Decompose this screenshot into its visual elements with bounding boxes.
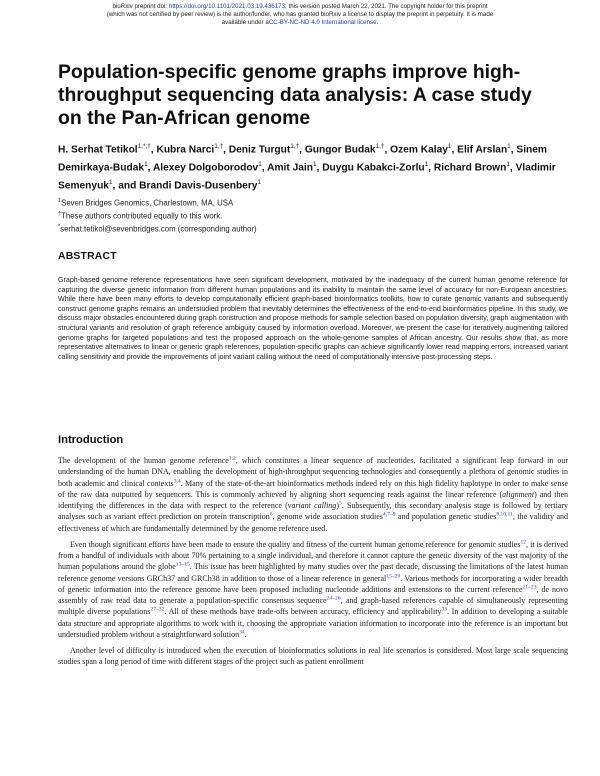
preprint-notice-suffix: ; this version posted March 22, 2021. The copyright holder for this preprint (285, 3, 488, 10)
preprint-notice-prefix: bioRxiv preprint doi: (112, 3, 169, 10)
paragraph-text: . Various methods for incorporating a wider breadth of genetic information into the reference genome have been proposed including nucleotide additions and extensions to the current reference (58, 573, 568, 594)
paragraph-text: . All of these methods have trade-offs between accuracy, efficiency and applicability (164, 607, 442, 617)
author-affiliation-mark: 1 (257, 178, 262, 186)
author-separator: , (147, 162, 153, 174)
preprint-notice-line3-prefix: available under a (221, 19, 269, 26)
citation-link[interactable]: 8,10,11 (496, 511, 513, 518)
author-name: Duygu Kabakci-Zorlu (322, 162, 425, 174)
paper-title: Population-specific genome graphs improve high-throughput sequencing data analysis: A case study on the Pan-African genome (58, 61, 532, 129)
affiliation-mark: * (58, 224, 61, 231)
author-name: Brandi Davis-Dusenbery (139, 180, 258, 192)
paragraph-text: ) (336, 501, 339, 510)
affiliation-text: Seven Bridges Genomics, Charlestown, MA, USA (61, 198, 234, 208)
author-affiliation-mark: 1 (506, 160, 510, 168)
paragraph-text: , and graph-based references capable of simultaneously representing multiple diverse populations (58, 596, 568, 617)
author-affiliation-mark: 1 (108, 178, 113, 186)
author-name: H. Serhat Tetikol (58, 144, 138, 156)
author-name: Amit Jain (267, 162, 313, 174)
citation-link[interactable]: 13–15 (175, 561, 190, 568)
emphasized-term: variant calling (287, 501, 337, 510)
paragraph-text: . This issue has been highlighted by many studies over the past decade, discussing the limitations of the latest human reference genome versions GRCh37 and GRCh38 in addition to those of a linear reference in general (58, 562, 568, 583)
preprint-notice-line3-suffix: . (376, 19, 379, 26)
citation-link[interactable]: 34 (239, 629, 245, 636)
author-affiliation-mark: 1,† (214, 143, 224, 150)
introduction-heading: Introduction (58, 434, 124, 446)
paragraph-text: , the validity and effectiveness of which are fundamentally determined by the genome reference used. (58, 512, 568, 533)
author-affiliation-mark: 1 (258, 160, 262, 168)
author-separator: , and (112, 180, 140, 192)
preprint-notice-line2: (which was not certified by peer review) is the author/funder, who has granted bioRxiv a license to display the preprint in perpetuity. It is made (106, 11, 494, 18)
citation-link[interactable]: 3,4 (173, 477, 181, 484)
author-affiliation-mark: 1,*,† (137, 143, 151, 150)
author-name: Richard Brown (433, 162, 507, 174)
author-affiliation-mark: 1 (424, 160, 429, 168)
affiliation-list (58, 196, 568, 235)
paragraph-text: and population genetic studies (395, 512, 497, 522)
paragraph-text: . Many of the state-of-the-art bioinformatics methods indeed rely on this high fidelity haplotype in order to make sense of the raw data outputted by sequencers. This is commonly achieved by aligning short sequencing reads against the linear reference ( (58, 478, 568, 499)
intro-paragraph (58, 455, 568, 534)
license-link[interactable]: CC-BY-NC-ND 4.0 International license (268, 19, 377, 26)
author-name: Alexey Dolgoborodov (152, 162, 259, 174)
intro-paragraph (58, 539, 568, 640)
author-affiliation-mark: 1,† (375, 143, 385, 150)
paragraph-text: . Subsequently, this secondary analysis stage is followed by tertiary analyses such as variant effect prediction on protein transcription (58, 501, 568, 522)
citation-link[interactable]: 4,7–9 (382, 511, 396, 518)
author-name: Elif Arslan (457, 144, 508, 156)
author-affiliation-mark: 1 (312, 160, 317, 168)
preprint-notice (30, 3, 570, 27)
author-name: Gungor Budak (304, 144, 376, 156)
affiliation-text: These authors contributed equally to this work. (61, 211, 223, 221)
citation-link[interactable]: 27–32 (150, 606, 165, 613)
citation-link[interactable]: 1,2 (228, 455, 236, 462)
author-separator: , (299, 144, 305, 156)
intro-paragraph (58, 645, 568, 668)
citation-link[interactable]: 24–26 (326, 595, 341, 602)
author-affiliation-mark: 1 (507, 143, 511, 150)
author-affiliation-mark: 1,† (290, 143, 300, 150)
citation-link[interactable]: 5 (338, 500, 342, 507)
paragraph-text: , genome wide association studies (272, 512, 383, 522)
paragraph-text: Another level of difficulty is introduced when the execution of bioinformatics solutions in real life scenarios is considered. Most large scale sequencing studies span a long period of time with different stages of the project such as patient enrollment (58, 646, 568, 667)
author-name: Vladimir Semenyuk (58, 162, 556, 192)
doi-link[interactable]: https://doi.org/10.1101/2021.03.19.436173 (168, 3, 286, 10)
citation-link[interactable]: 15–20 (386, 572, 401, 579)
introduction-body (58, 455, 568, 775)
author-name: Ozem Kalay (390, 144, 448, 156)
citation-link[interactable]: 21–23 (522, 584, 537, 591)
paragraph-text: . In addition to developing a suitable data structure and appropriate algorithms to work with it, choosing the appropriate variation information to incorporate into the reference is an important but understudied problem without a straightforward solution (58, 607, 568, 639)
paragraph-text: , de novo assembly of raw read data to generate a population-specific consensus sequence (58, 584, 568, 605)
abstract-heading: ABSTRACT (58, 251, 117, 262)
affiliation-mark: 1 (58, 198, 62, 204)
author-separator: , (451, 144, 458, 156)
author-separator: , (150, 144, 157, 156)
citation-link[interactable]: 33 (441, 606, 448, 613)
author-separator: , (510, 144, 517, 156)
author-name: Kubra Narci (156, 144, 215, 156)
author-separator: , (261, 162, 268, 174)
affiliation-mark: † (58, 211, 62, 218)
author-list (58, 140, 570, 194)
author-separator: , (316, 162, 323, 174)
paragraph-text: , it is derived from a handful of individuals with about 70% pertaining to a single individual, and therefore it cannot capture the genetic diversity of the vast majority of the human populations around the globe (58, 539, 568, 572)
emphasized-term: alignment (502, 489, 535, 499)
author-separator: , (223, 144, 229, 156)
paragraph-text: The development of the human genome reference (58, 456, 229, 465)
author-name: Deniz Turgut (228, 144, 291, 156)
author-separator: , (428, 162, 434, 174)
author-affiliation-mark: 1 (144, 160, 148, 168)
affiliation-text: serhat.tetikol@sevenbridges.com (corresponding author) (60, 224, 257, 234)
author-separator: , (509, 162, 516, 174)
affiliation-line (58, 196, 568, 209)
paragraph-text: Even though significant efforts have been made to ensure the quality and fitness of the current human genome reference for genomic studies (70, 539, 521, 549)
author-name: Sinem Demirkaya-Budak (58, 144, 547, 174)
author-affiliation-mark: 1 (447, 143, 452, 150)
affiliation-line (58, 209, 568, 222)
paragraph-text: . (244, 629, 247, 639)
citation-link[interactable]: 6 (269, 511, 273, 518)
citation-link[interactable]: 12 (520, 539, 527, 546)
paragraph-text: , which constitutes a linear sequence of nucleotides, facilitated a significant leap forward in our understanding of the human DNA, enabling the development of high-throughput sequencing technologies and consequently a plethora of genomic studies in both academic and clinical contexts (58, 456, 568, 488)
abstract-text: Graph-based genome reference representations have seen significant development, motivated by the inadequacy of the current human genome reference for capturing the diverse genetic information from different human populations and its inability to maintain the same level of accuracy for non-European ancestries. While there have been many efforts to develop computationally efficient graph-based bioinformatics toolkits, how to curate genomic variants and subsequently construct genome graphs remains an understudied problem that inevitably determines the effectiveness of the end-to-end bioinformatics pipeline. In this study, we discuss major obstacles encountered during graph construction and propose methods for sample selection based on population diversity, graph augmentation with structural variants and resolution of graph reference ambiguity caused by information overload. Moreover, we present the case for iteratively augmenting tailored genome graphs for targeted populations and test the proposed approach on the whole-genome samples of African ancestry. Our results show that, as more representative alternatives to linear or generic graph references, population-specific graphs can achieve significantly lower read mapping errors, increased variant calling sensitivity and provide the improvements of joint variant calling without the need of computationally intensive post-processing steps. (58, 276, 568, 361)
affiliation-line (58, 222, 568, 235)
paragraph-text: ) and then identifying the differences in the data with respect to the reference ( (58, 489, 568, 510)
author-separator: , (384, 144, 391, 156)
